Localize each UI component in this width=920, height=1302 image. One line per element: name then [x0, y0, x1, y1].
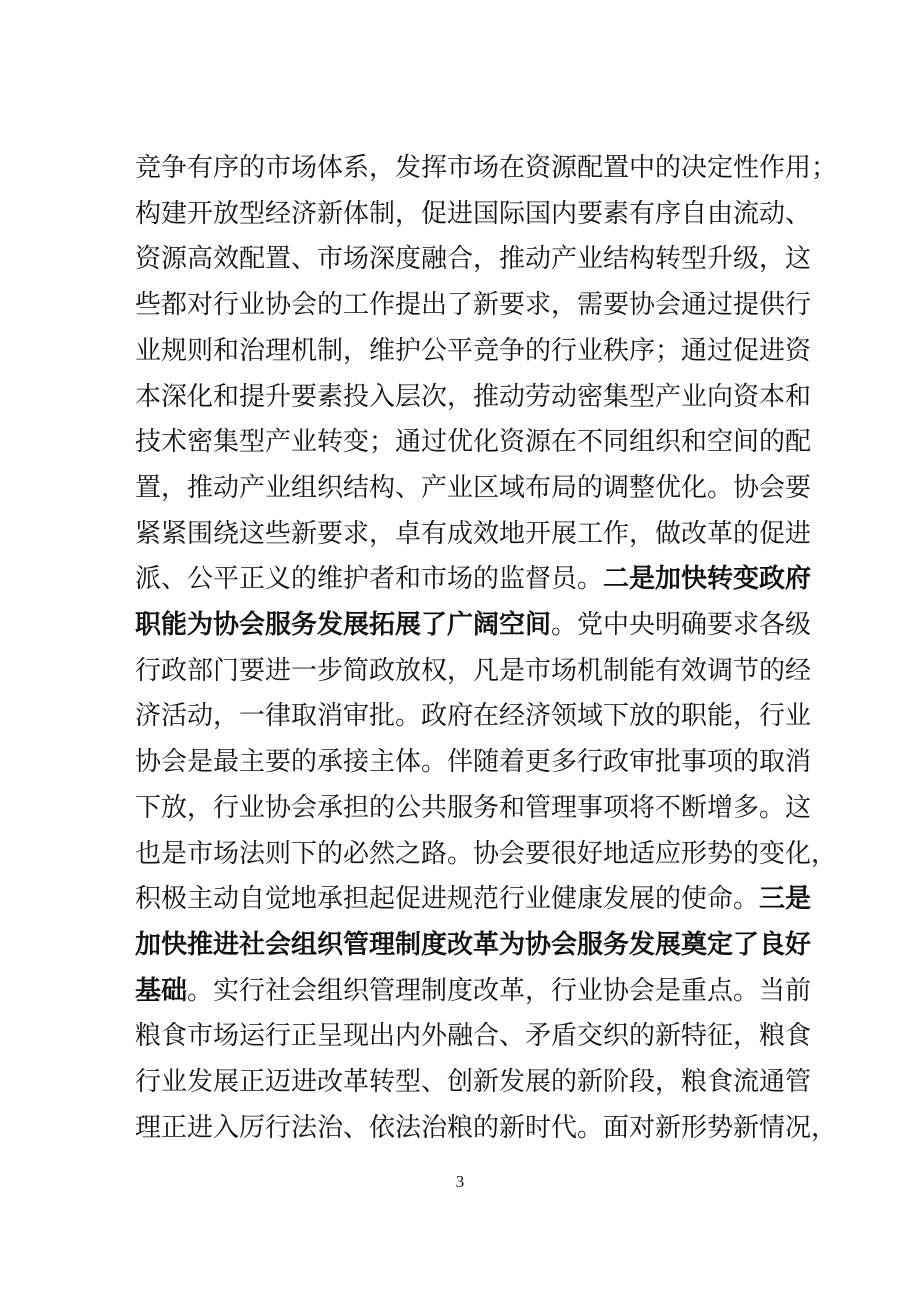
text-segment: 构建开放型经济新体制，促进国际国内要素有序自由流动、 [135, 198, 812, 229]
text-line [135, 557, 812, 603]
text-segment: 紧紧围绕这些新要求，卓有成效地开展工作，做改革的促进 [135, 518, 812, 549]
text-line [135, 420, 812, 466]
bold-text-segment: 加快推进社会组织管理制度改革为协会服务发展奠定了良好 [135, 929, 812, 960]
body-text [135, 146, 838, 1151]
text-segment: 济活动，一律取消审批。政府在经济领域下放的职能，行业 [135, 701, 812, 732]
text-segment: 本深化和提升要素投入层次，推动劳动密集型产业向资本和 [135, 381, 812, 412]
bold-text-segment: 基础 [135, 975, 188, 1006]
page-number: 3 [455, 1172, 465, 1191]
text-segment: 粮食市场运行正呈现出内外融合、矛盾交织的新特征，粮食 [135, 1021, 812, 1052]
bold-text-segment: 职能为协会服务发展拓展了广阔空间 [135, 610, 552, 641]
text-segment: 业规则和治理机制，维护公平竞争的行业秩序；通过促进资 [135, 335, 812, 366]
text-segment: 积极主动自觉地承担起促进规范行业健康发展的使命。 [135, 884, 760, 915]
text-segment: 也是市场法则下的必然之路。协会要很好地适应形势的变化， [135, 838, 838, 869]
text-segment: 资源高效配置、市场深度融合，推动产业结构转型升级，这 [135, 244, 812, 275]
text-line [135, 192, 812, 238]
text-line [135, 512, 812, 558]
text-segment: 理正进入厉行法治、依法治粮的新时代。面对新形势新情况， [135, 1112, 838, 1143]
text-line [135, 923, 812, 969]
text-segment: 竞争有序的市场体系，发挥市场在资源配置中的决定性作用； [135, 153, 838, 183]
text-segment: 些都对行业协会的工作提出了新要求，需要协会通过提供行 [135, 290, 812, 321]
text-segment: 派、公平正义的维护者和市场的监督员。 [135, 564, 604, 595]
text-segment: 行政部门要进一步简政放权，凡是市场机制能有效调节的经 [135, 655, 812, 686]
text-line [135, 832, 838, 878]
text-line [135, 237, 812, 283]
text-segment: 协会是最主要的承接主体。伴随着更多行政审批事项的取消 [135, 747, 812, 778]
bold-text-segment: 二是加快转变政府 [603, 564, 812, 595]
text-segment: 。党中央明确要求各级 [551, 610, 812, 641]
text-segment: 置，推动产业组织结构、产业区域布局的调整优化。协会要 [135, 472, 812, 503]
text-line [135, 375, 812, 421]
bold-text-segment: 三是 [759, 884, 812, 915]
text-segment: 技术密集型产业转变；通过优化资源在不同组织和空间的配 [135, 427, 812, 458]
text-line [135, 969, 812, 1015]
text-line [135, 740, 812, 786]
text-line [135, 1014, 812, 1060]
text-segment: 下放，行业协会承担的公共服务和管理事项将不断增多。这 [135, 792, 812, 823]
text-line [135, 649, 812, 695]
text-line [135, 877, 812, 923]
text-line [135, 1106, 838, 1152]
text-line [135, 786, 812, 832]
text-segment: 。实行社会组织管理制度改革，行业协会是重点。当前 [187, 975, 812, 1006]
text-line [135, 146, 838, 192]
text-line [135, 694, 812, 740]
text-line [135, 466, 812, 512]
text-line [135, 603, 812, 649]
text-line [135, 283, 812, 329]
text-line [135, 329, 812, 375]
text-segment: 行业发展正迈进改革转型、创新发展的新阶段，粮食流通管 [135, 1067, 812, 1098]
text-line [135, 1060, 812, 1106]
